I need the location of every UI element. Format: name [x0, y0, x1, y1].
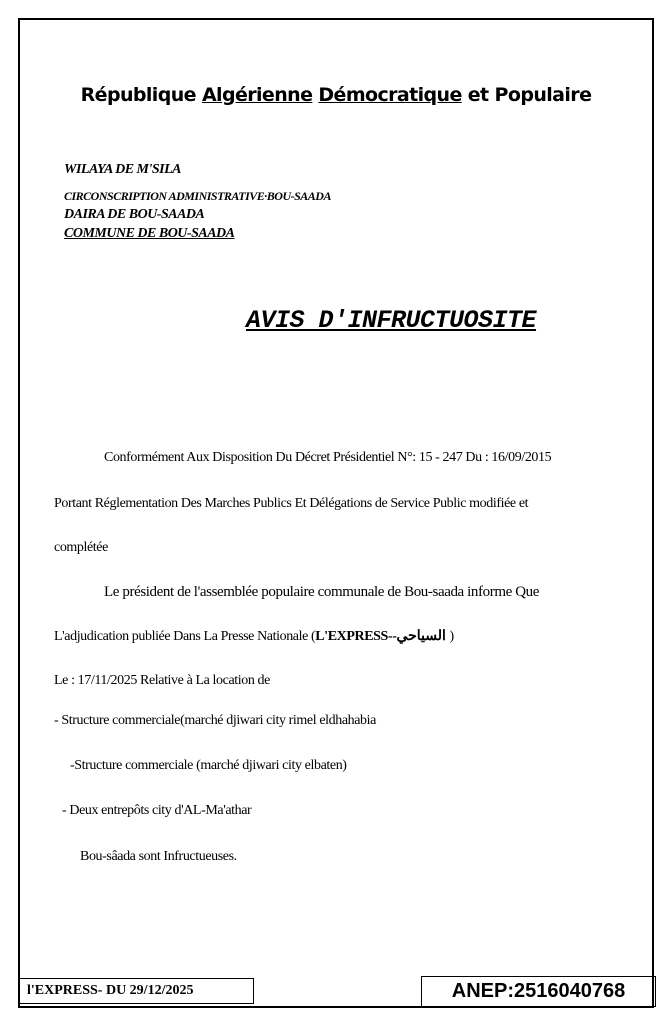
- list-item: -Structure commerciale (marché djiwari city elbaten): [70, 758, 347, 773]
- wilaya-label: WILAYA DE M'SILA: [64, 162, 182, 177]
- text: L'adjudication publiée Dans La Presse Nationale (: [54, 629, 316, 644]
- text: ): [445, 629, 454, 644]
- body-line: Le : 17/11/2025 Relative à La location de: [54, 673, 270, 688]
- body-line: Portant Réglementation Des Marches Publics Et Délégations de Service Public modifiée et: [54, 496, 529, 511]
- commune-label: COMMUNE DE BOU-SAADA: [64, 226, 235, 241]
- body-line: complétée: [54, 540, 108, 555]
- body-line: Bou-sâada sont Infructueuses.: [80, 849, 237, 864]
- republic-title: [0, 84, 672, 106]
- body-line: Conformément Aux Disposition Du Décret Présidentiel N°: 15 - 247 Du : 16/09/2015: [104, 450, 552, 465]
- notice-heading: AVIS D'INFRUCTUOSITE: [245, 306, 537, 335]
- anep-number-box: ANEP:2516040768: [421, 976, 656, 1007]
- list-item: - Deux entrepôts city d'AL-Ma'athar: [62, 803, 252, 818]
- title-part: République: [80, 84, 202, 106]
- title-part: Algérienne: [201, 84, 313, 106]
- title-part: et Populaire: [461, 84, 592, 106]
- list-item: - Structure commerciale(marché djiwari city rimel eldhahabia: [54, 713, 376, 728]
- newspaper-name: L'EXPRESS--السياحي: [315, 629, 446, 644]
- daira-label: DAIRA DE BOU-SAADA: [64, 207, 205, 222]
- circonscription-label: CIRCONSCRIPTION ADMINISTRATIVE·BOU-SAADA: [64, 189, 331, 203]
- body-line: Le président de l'assemblée populaire communale de Bou-saada informe Que: [104, 584, 539, 600]
- body-line: [54, 628, 454, 645]
- title-part: Démocratique: [318, 84, 462, 106]
- press-date-box: l'EXPRESS- DU 29/12/2025: [18, 978, 254, 1004]
